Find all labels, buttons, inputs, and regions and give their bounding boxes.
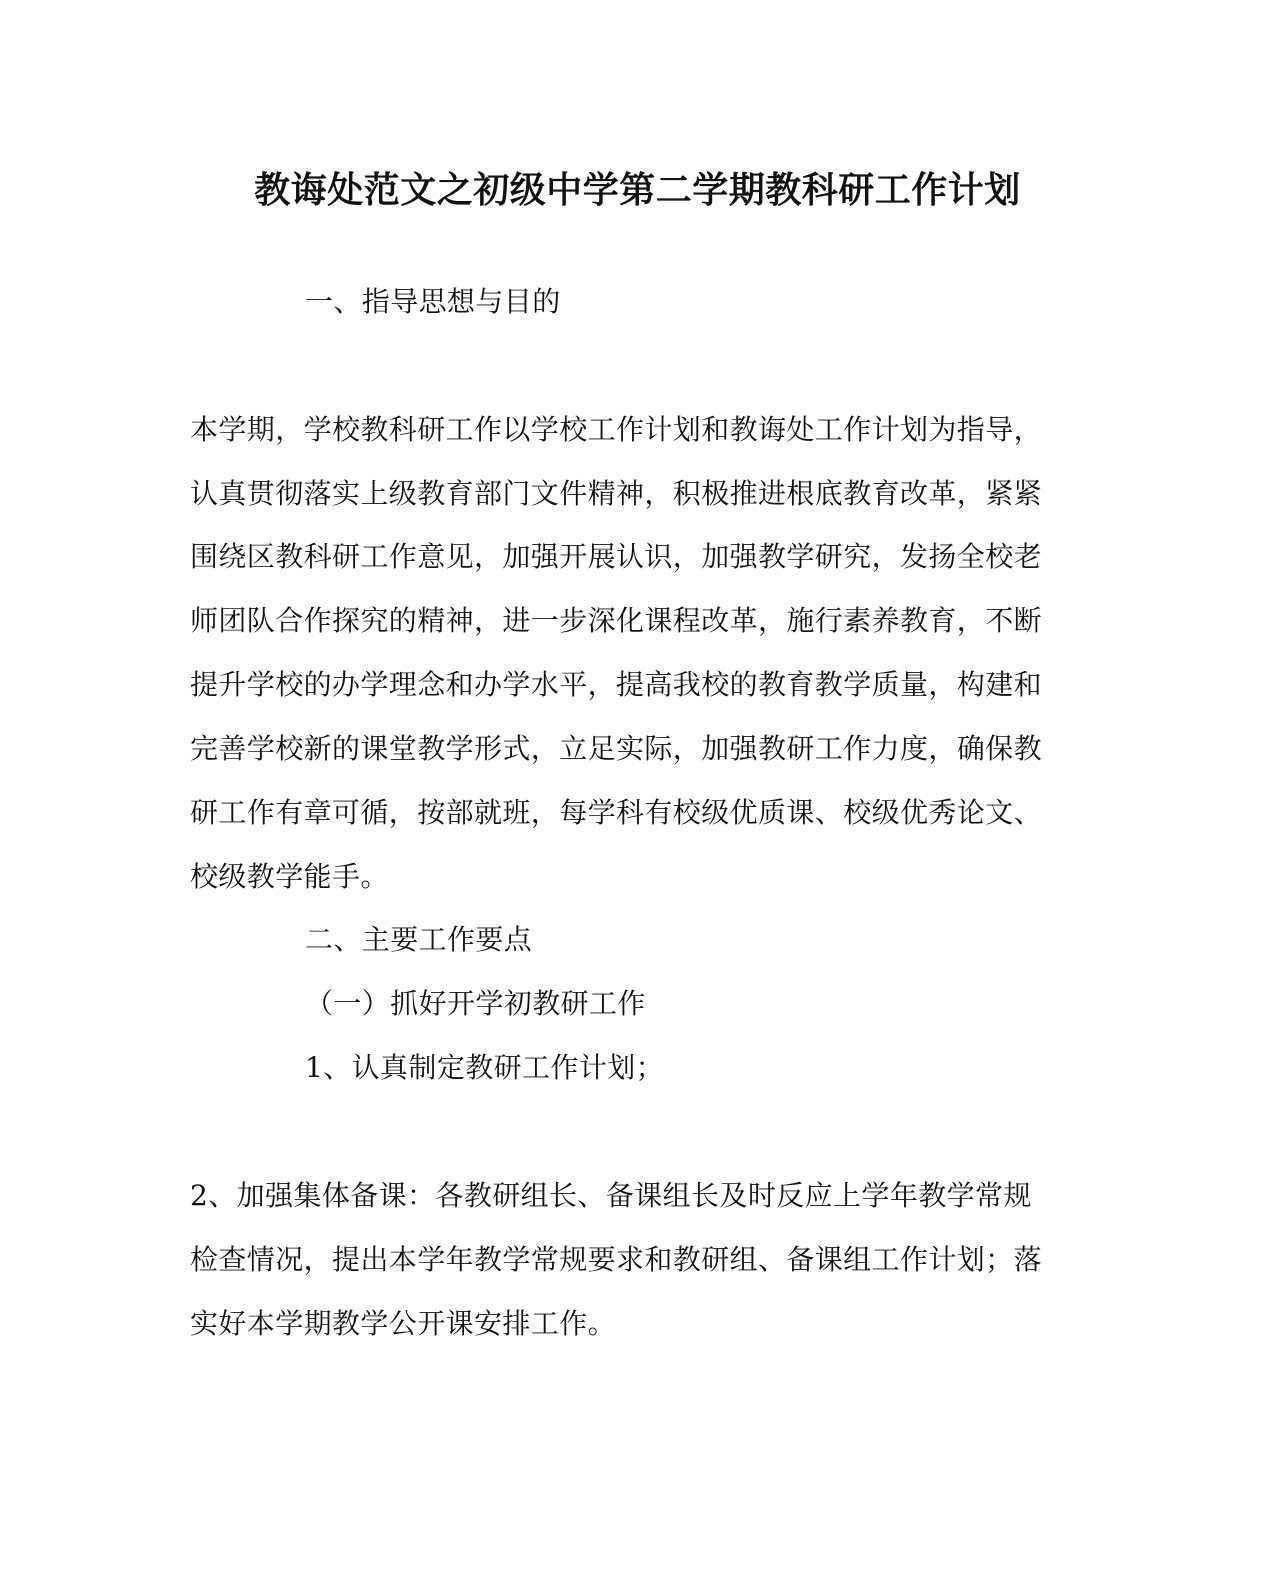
paragraph-line: 校级教学能手。 (190, 860, 389, 893)
paragraph-line: 实好本学期教学公开课安排工作。 (190, 1307, 617, 1340)
subsection-heading: （一）抓好开学初教研工作 (305, 987, 646, 1020)
paragraph-line: 围绕区教科研工作意见，加强开展认识，加强教学研究，发扬全校老 (190, 540, 1043, 573)
paragraph-line: 提升学校的办学理念和办学水平，提高我校的教育教学质量，构建和 (190, 668, 1043, 701)
section-heading-1: 一、指导思想与目的 (305, 285, 561, 318)
paragraph-line: 完善学校新的课堂教学形式，立足实际，加强教研工作力度，确保教 (190, 732, 1043, 765)
paragraph-line: 2、加强集体备课：各教研组长、备课组长及时反应上学年教学常规 (190, 1179, 1032, 1212)
list-item: 1、认真制定教研工作计划； (305, 1051, 665, 1084)
paragraph-line: 师团队合作探究的精神，进一步深化课程改革，施行素养教育，不断 (190, 604, 1043, 637)
document-title: 教诲处范文之初级中学第二学期教科研工作计划 (254, 169, 1021, 211)
paragraph-line: 认真贯彻落实上级教育部门文件精神，积极推进根底教育改革，紧紧 (190, 477, 1043, 510)
paragraph-line: 本学期，学校教科研工作以学校工作计划和教诲处工作计划为指导， (190, 413, 1043, 446)
section-heading-2: 二、主要工作要点 (305, 923, 533, 956)
paragraph-line: 研工作有章可循，按部就班，每学科有校级优质课、校级优秀论文、 (190, 796, 1043, 829)
paragraph-line: 检查情况，提出本学年教学常规要求和教研组、备课组工作计划；落 (190, 1243, 1043, 1276)
